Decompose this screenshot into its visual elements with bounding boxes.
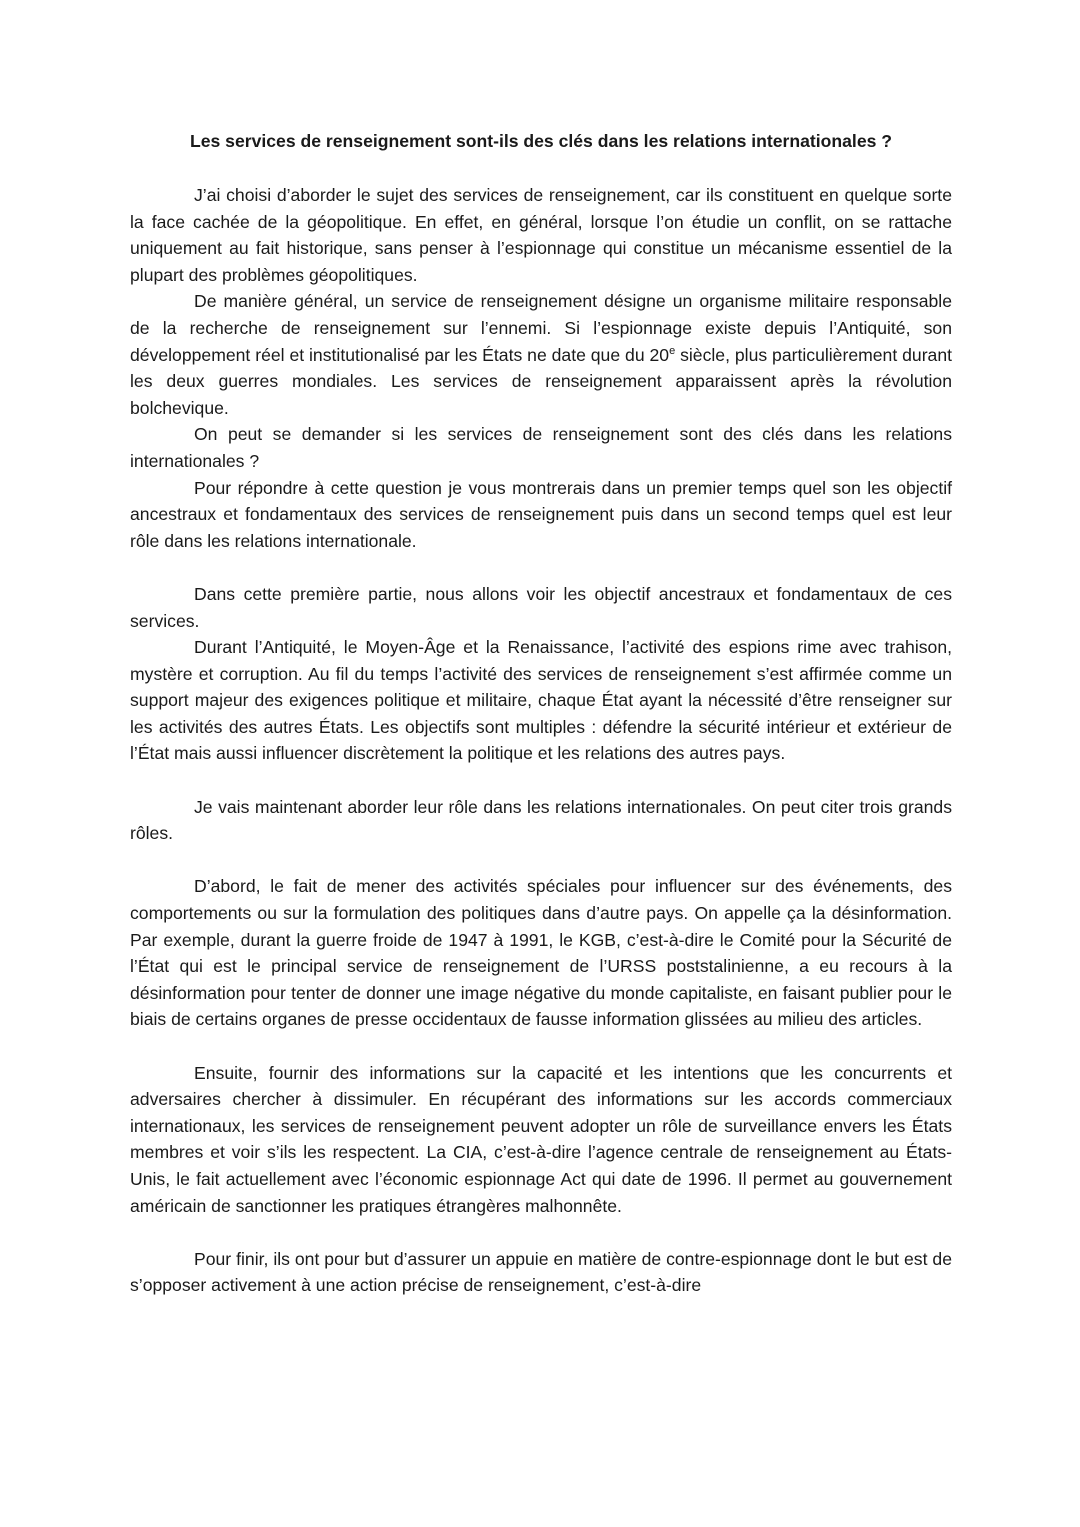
paragraph-history: Durant l’Antiquité, le Moyen-Âge et la Renaissance, l’activité des espions rime avec trahison, mystère et corruption. Au fil du temps l’activité des services de renseignement s’est affirmée comme un support majeur des exigences politique et militaire, chaque État ayant la nécessité d’être renseigner sur les activités des autres États. Les objectifs sont multiples : défendre la sécurité intérieur et extérieur de l’État mais aussi influencer discrètement la politique et les relations des autres pays. [130, 637, 952, 764]
paragraph-spacer [130, 767, 952, 794]
document-body [130, 128, 952, 1299]
paragraph-definition [130, 288, 952, 421]
paragraph-spacer [130, 1033, 952, 1060]
superscript-e: e [669, 344, 676, 357]
document-title: Les services de renseignement sont-ils des clés dans les relations internationales ? [189, 131, 893, 151]
paragraph-part-two-intro: Je vais maintenant aborder leur rôle dans les relations internationales. On peut citer trois grands rôles. [130, 796, 952, 844]
paragraph-spacer [130, 1219, 952, 1246]
paragraph-spacer [130, 554, 952, 581]
paragraph-counter-espionage: Pour finir, ils ont pour but d’assurer un appuie en matière de contre-espionnage dont le but est de s’opposer activement à une action précise de renseignement, c’est-à-dire [130, 1248, 952, 1296]
paragraph-definition-part-a: De manière général, un service de renseignement désigne un organisme militaire responsable de la recherche de renseignement sur l’ennemi. Si l’espionnage existe depuis l’Antiquité, son développement réel et institutionalisé par les États ne date que du 20 [130, 291, 952, 365]
paragraph-disinformation: D’abord, le fait de mener des activités spéciales pour influencer sur des événements, des comportements ou sur la formulation des politiques dans d’autre pays. On appelle ça la désinformation. Par exemple, durant la guerre froide de 1947 à 1991, le KGB, c’est-à-dire le Comité pour la Sécurité de l’État qui est le principal service de renseignement de l’URSS poststalinienne, a eu recours à la désinformation pour tenter de donner une image négative du monde capitaliste, en faisant publier pour le biais de certains organes de presse occidentaux de fausse information glissées au milieu des articles. [130, 876, 952, 1030]
paragraph-plan: Pour répondre à cette question je vous montrerais dans un premier temps quel son les objectif ancestraux et fondamentaux des services de renseignement puis dans un second temps quel est leur rôle dans les relations internationale. [130, 477, 952, 551]
paragraph-definition-part-b: siècle, plus particulièrement durant les deux guerres mondiales. Les services de renseignement apparaissent après la révolution bolchevique. [130, 344, 953, 418]
paragraph-intro: J’ai choisi d’aborder le sujet des services de renseignement, car ils constituent en quelque sorte la face cachée de la géopolitique. En effet, en général, lorsque l’on étudie un conflit, on se rattache uniquement au fait historique, sans penser à l’espionnage qui constitue un mécanisme essentiel de la plupart des problèmes géopolitiques. [130, 185, 952, 285]
paragraph-question: On peut se demander si les services de renseignement sont des clés dans les relations internationales ? [130, 424, 952, 471]
paragraph-spacer [130, 847, 952, 874]
paragraph-surveillance: Ensuite, fournir des informations sur la capacité et les intentions que les concurrents et adversaires chercher à dissimuler. En récupérant des informations sur les accords commerciaux internationaux, les services de renseignement peuvent adopter un rôle de surveillance envers les États membres et voir s’ils les respectent. La CIA, c’est-à-dire l’agence centrale de renseignement au États-Unis, le fait actuellement avec l’économic espionnage Act qui date de 1996. Il permet au gouvernement américain de sanctionner les pratiques étrangères malhonnête. [130, 1062, 952, 1216]
paragraph-part-one-intro: Dans cette première partie, nous allons voir les objectif ancestraux et fondamentaux de ces services. [130, 583, 952, 631]
